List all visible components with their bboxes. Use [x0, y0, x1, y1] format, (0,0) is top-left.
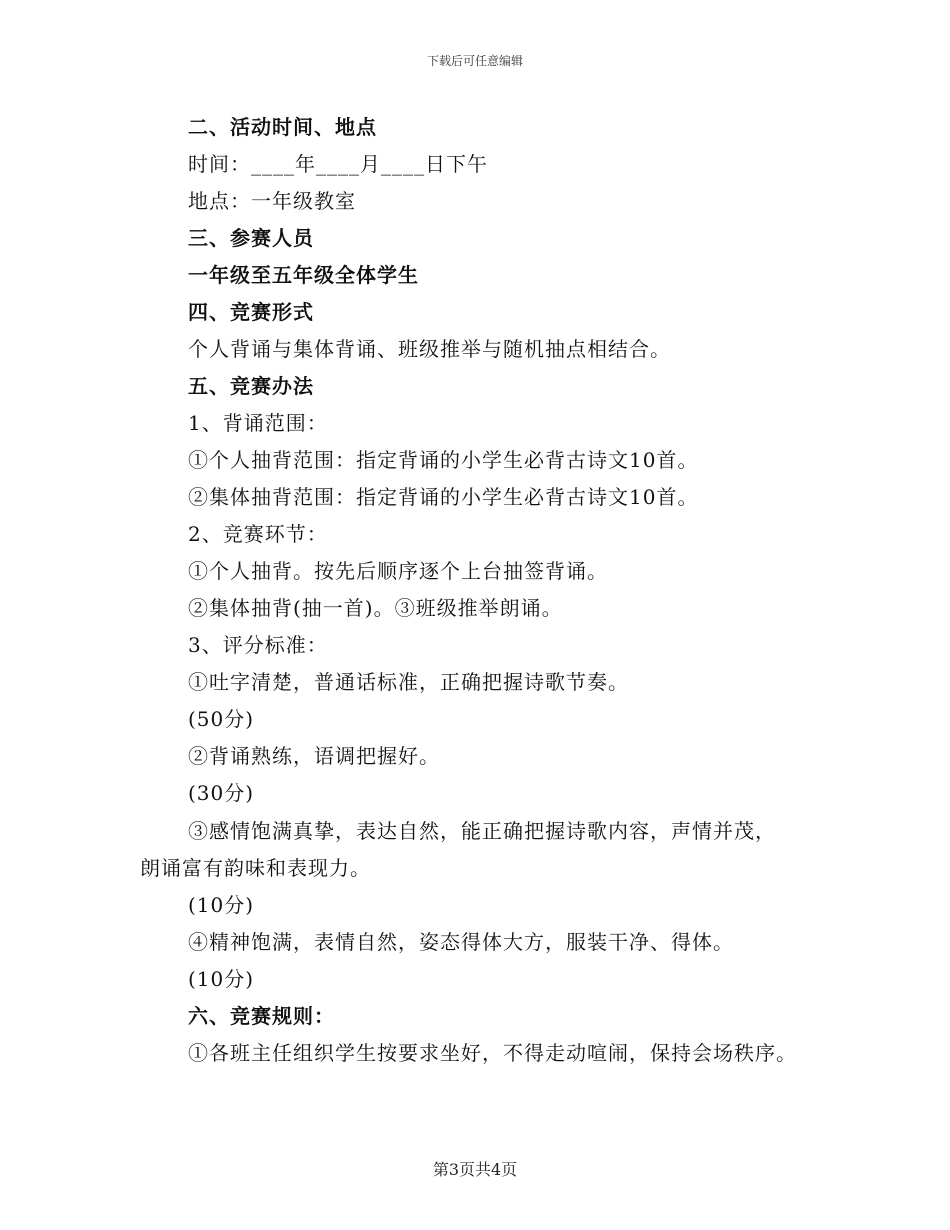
section-heading-rules: 六、竞赛规则：	[188, 1004, 335, 1028]
subheading-criteria: 3、评分标准：	[188, 633, 328, 657]
stage-item-1: ①个人抽背。按先后顺序逐个上台抽签背诵。	[188, 559, 608, 583]
page-header: 下载后可任意编辑	[426, 54, 523, 68]
page-footer: 第3页共4页	[432, 1160, 518, 1179]
format-line: 个人背诵与集体背诵、班级推举与随机抽点相结合。	[188, 337, 671, 361]
criteria-score-2: (30分)	[188, 781, 255, 805]
criteria-item-3: ③感情饱满真挚，表达自然，能正确把握诗歌内容，声情并茂，	[188, 819, 776, 843]
criteria-score-3: (10分)	[188, 893, 255, 917]
criteria-item-4: ④精神饱满，表情自然，姿态得体大方，服装干净、得体。	[188, 930, 734, 954]
criteria-item-2: ②背诵熟练，语调把握好。	[188, 744, 440, 768]
section-heading-participants: 三、参赛人员	[188, 226, 314, 250]
criteria-score-4: (10分)	[188, 967, 255, 991]
rule-item-1: ①各班主任组织学生按要求坐好，不得走动喧闹，保持会场秩序。	[188, 1041, 797, 1065]
subheading-stages: 2、竞赛环节：	[188, 522, 328, 546]
place-line: 地点：一年级教室	[188, 189, 356, 213]
criteria-item-1: ①吐字清楚，普通话标准，正确把握诗歌节奏。	[188, 670, 629, 694]
subheading-scope: 1、背诵范围：	[188, 411, 328, 435]
stage-item-2: ②集体抽背(抽一首)。③班级推举朗诵。	[188, 596, 563, 620]
participants-line: 一年级至五年级全体学生	[188, 263, 419, 287]
scope-item-2: ②集体抽背范围：指定背诵的小学生必背古诗文10首。	[188, 485, 699, 509]
criteria-item-3-cont: 朗诵富有韵味和表现力。	[140, 856, 371, 880]
section-heading-method: 五、竞赛办法	[188, 374, 314, 398]
criteria-score-1: (50分)	[188, 707, 255, 731]
section-heading-time-place: 二、活动时间、地点	[188, 115, 377, 139]
section-heading-format: 四、竞赛形式	[188, 300, 314, 324]
scope-item-1: ①个人抽背范围：指定背诵的小学生必背古诗文10首。	[188, 448, 699, 472]
time-line: 时间：____年____月____日下午	[188, 152, 488, 176]
